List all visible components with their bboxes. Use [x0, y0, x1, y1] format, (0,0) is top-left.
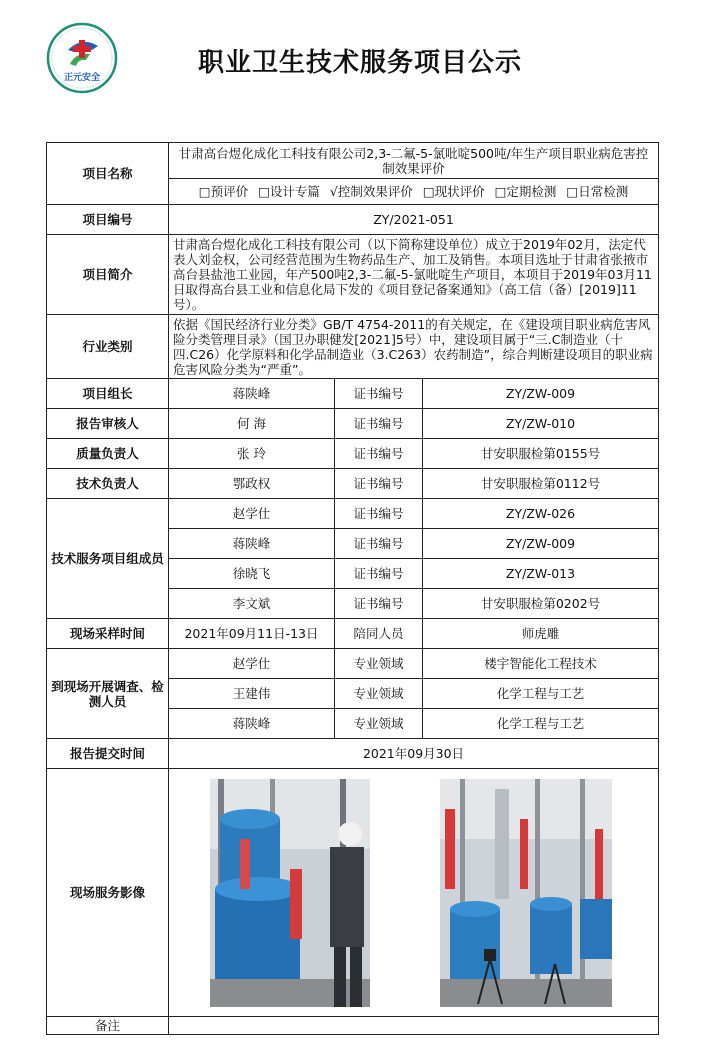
svg-text:正元安全: 正元安全 — [63, 73, 101, 83]
quality-name: 张 玲 — [169, 439, 335, 469]
companion-label: 陪同人员 — [335, 619, 423, 649]
option-design: □设计专篇 — [258, 184, 320, 199]
project-name-label: 项目名称 — [47, 143, 169, 205]
field-label: 专业领域 — [335, 649, 423, 679]
quality-label: 质量负责人 — [47, 439, 169, 469]
option-pre-evaluation: □预评价 — [198, 184, 249, 199]
cert-label: 证书编号 — [335, 529, 423, 559]
member-name: 蒋陕峰 — [169, 529, 335, 559]
reviewer-label: 报告审核人 — [47, 409, 169, 439]
option-daily-test: □日常检测 — [566, 184, 629, 199]
remark-value — [169, 1017, 659, 1035]
member-name: 赵学仕 — [169, 499, 335, 529]
submit-time-value: 2021年09月30日 — [169, 739, 659, 769]
tech-lead-cert: 甘安职服检第0112号 — [423, 469, 659, 499]
members-label: 技术服务项目组成员 — [47, 499, 169, 619]
project-number-label: 项目编号 — [47, 205, 169, 235]
cert-label: 证书编号 — [335, 559, 423, 589]
photos-label: 现场服务影像 — [47, 769, 169, 1017]
surveyor-name: 王建伟 — [169, 679, 335, 709]
quality-cert: 甘安职服检第0155号 — [423, 439, 659, 469]
leader-label: 项目组长 — [47, 379, 169, 409]
member-cert: ZY/ZW-026 — [423, 499, 659, 529]
site-photo-inspector — [210, 779, 370, 1007]
sampling-time-label: 现场采样时间 — [47, 619, 169, 649]
surveyor-name: 赵学仕 — [169, 649, 335, 679]
member-name: 李文斌 — [169, 589, 335, 619]
option-control-evaluation: √控制效果评价 — [329, 184, 413, 199]
reviewer-cert: ZY/ZW-010 — [423, 409, 659, 439]
surveyor-field: 化学工程与工艺 — [423, 709, 659, 739]
field-label: 专业领域 — [335, 679, 423, 709]
evaluation-type-options — [169, 179, 659, 205]
submit-time-label: 报告提交时间 — [47, 739, 169, 769]
option-periodic-test: □定期检测 — [494, 184, 557, 199]
cert-label: 证书编号 — [335, 469, 423, 499]
tech-lead-label: 技术负责人 — [47, 469, 169, 499]
leader-name: 蒋陕峰 — [169, 379, 335, 409]
project-info-table — [46, 142, 659, 1035]
member-cert: 甘安职服检第0202号 — [423, 589, 659, 619]
project-name-value: 甘肃高台煜化成化工科技有限公司2,3-二氟-5-氯吡啶500吨/年生产项目职业病危害控制效果评价 — [169, 143, 659, 179]
project-intro-label: 项目简介 — [47, 235, 169, 315]
project-number-value: ZY/2021-051 — [169, 205, 659, 235]
cert-label: 证书编号 — [335, 379, 423, 409]
project-intro-value: 甘肃高台煜化成化工科技有限公司（以下简称建设单位）成立于2019年02月，法定代表人刘金权，公司经营范围为生物药品生产、加工及销售。本项目选址于甘肃省张掖市高台县盐池工业园，年产500吨2,3-二氟-5-氯吡啶生产项目，本项目于2019年03月11日取得高台县工业和信息化局下发的《项目登记备案通知》（高工信（备）[2019]11 号）。 — [169, 235, 659, 315]
site-photo-equipment — [440, 779, 612, 1007]
field-label: 专业领域 — [335, 709, 423, 739]
surveyor-name: 蒋陕峰 — [169, 709, 335, 739]
member-cert: ZY/ZW-009 — [423, 529, 659, 559]
tech-lead-name: 鄂政权 — [169, 469, 335, 499]
photos-cell — [169, 769, 659, 1017]
companion-value: 师虎雕 — [423, 619, 659, 649]
industry-value: 依据《国民经济行业分类》GB/T 4754-2011的有关规定，在《建设项目职业病危害风险分类管理目录》（国卫办职健发[2021]5号）中，建设项目属于“三.C制造业（十四.C26）化学原料和化学品制造业（3.C263）农药制造”，综合判断建设项目的职业病危害风险分类为“严重”。 — [169, 315, 659, 379]
reviewer-name: 何 海 — [169, 409, 335, 439]
cert-label: 证书编号 — [335, 409, 423, 439]
surveyor-field: 楼宇智能化工程技术 — [423, 649, 659, 679]
sampling-time-value: 2021年09月11日-13日 — [169, 619, 335, 649]
surveyor-field: 化学工程与工艺 — [423, 679, 659, 709]
option-status-evaluation: □现状评价 — [422, 184, 485, 199]
surveyors-label: 到现场开展调查、检测人员 — [47, 649, 169, 739]
leader-cert: ZY/ZW-009 — [423, 379, 659, 409]
cert-label: 证书编号 — [335, 439, 423, 469]
cert-label: 证书编号 — [335, 589, 423, 619]
member-cert: ZY/ZW-013 — [423, 559, 659, 589]
cert-label: 证书编号 — [335, 499, 423, 529]
page-title: 职业卫生技术服务项目公示 — [197, 48, 522, 78]
industry-label: 行业类别 — [47, 315, 169, 379]
remark-label: 备注 — [47, 1017, 169, 1035]
member-name: 徐晓飞 — [169, 559, 335, 589]
